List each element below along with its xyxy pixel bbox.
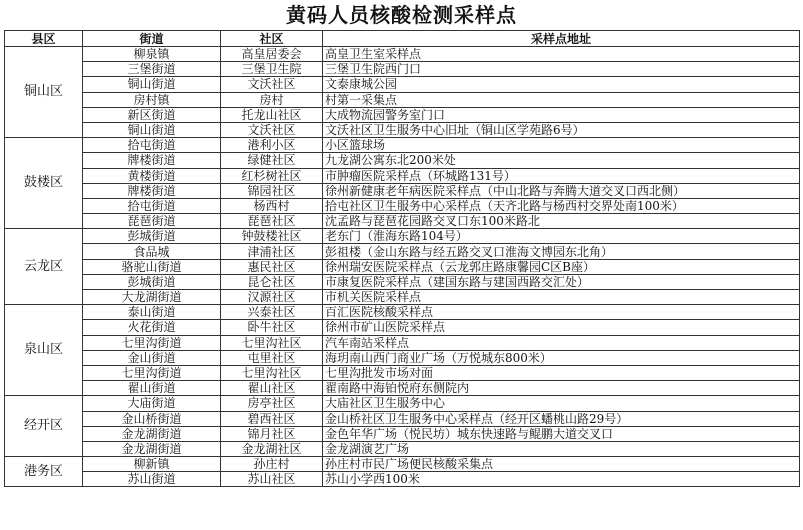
community-cell: 锦月社区	[221, 426, 323, 441]
table-row	[5, 198, 800, 213]
community-cell: 港利小区	[221, 138, 323, 153]
community-cell: 锦园社区	[221, 183, 323, 198]
street-cell: 柳新镇	[83, 457, 221, 472]
address-cell: 文泰康城公园	[323, 77, 800, 92]
table-row	[5, 426, 800, 441]
address-cell: 徐州瑞安医院采样点（云龙郭庄路康馨园C区B座）	[323, 259, 800, 274]
header-community: 社区	[221, 31, 323, 47]
street-cell: 拾屯街道	[83, 198, 221, 213]
table-row	[5, 381, 800, 396]
community-cell: 钟鼓楼社区	[221, 229, 323, 244]
street-cell: 铜山街道	[83, 122, 221, 137]
sampling-sites-table	[4, 30, 800, 487]
table-row	[5, 290, 800, 305]
table-row	[5, 305, 800, 320]
table-row	[5, 365, 800, 380]
community-cell: 三堡卫生院	[221, 62, 323, 77]
table-row	[5, 396, 800, 411]
header-address: 采样点地址	[323, 31, 800, 47]
street-cell: 翟山街道	[83, 381, 221, 396]
table-row	[5, 244, 800, 259]
table-row	[5, 441, 800, 456]
address-cell: 徐州市矿山医院采样点	[323, 320, 800, 335]
county-cell: 经开区	[5, 396, 83, 457]
county-cell: 鼓楼区	[5, 138, 83, 229]
community-cell: 文沃社区	[221, 77, 323, 92]
table-row	[5, 214, 800, 229]
address-cell: 老东门（淮海东路104号）	[323, 229, 800, 244]
street-cell: 七里沟街道	[83, 335, 221, 350]
street-cell: 大龙湖街道	[83, 290, 221, 305]
address-cell: 三堡卫生院西门口	[323, 62, 800, 77]
street-cell: 琵琶街道	[83, 214, 221, 229]
street-cell: 黄楼街道	[83, 168, 221, 183]
community-cell: 汉源社区	[221, 290, 323, 305]
street-cell: 火花街道	[83, 320, 221, 335]
community-cell: 七里沟社区	[221, 335, 323, 350]
street-cell: 金龙湖街道	[83, 426, 221, 441]
community-cell: 惠民社区	[221, 259, 323, 274]
county-cell: 泉山区	[5, 305, 83, 396]
street-cell: 房村镇	[83, 92, 221, 107]
address-cell: 海玥南山西门商业广场（万悦城东800米）	[323, 350, 800, 365]
table-row	[5, 122, 800, 137]
address-cell: 九龙湖公寓东北200米处	[323, 153, 800, 168]
table-row	[5, 168, 800, 183]
address-cell: 大庙社区卫生服务中心	[323, 396, 800, 411]
street-cell: 食品城	[83, 244, 221, 259]
street-cell: 铜山街道	[83, 77, 221, 92]
community-cell: 兴泰社区	[221, 305, 323, 320]
table-row	[5, 472, 800, 487]
table-row	[5, 320, 800, 335]
address-cell: 七里沟批发市场对面	[323, 365, 800, 380]
community-cell: 文沃社区	[221, 122, 323, 137]
address-cell: 彭祖楼（金山东路与经五路交叉口淮海文博园东北角）	[323, 244, 800, 259]
community-cell: 碧西社区	[221, 411, 323, 426]
street-cell: 彭城街道	[83, 274, 221, 289]
header-street: 街道	[83, 31, 221, 47]
street-cell: 苏山街道	[83, 472, 221, 487]
address-cell: 市肿瘤医院采样点（环城路131号）	[323, 168, 800, 183]
community-cell: 房村	[221, 92, 323, 107]
street-cell: 牌楼街道	[83, 183, 221, 198]
street-cell: 金龙湖街道	[83, 441, 221, 456]
table-row	[5, 259, 800, 274]
address-cell: 村第一采集点	[323, 92, 800, 107]
address-cell: 金山桥社区卫生服务中心采样点（经开区蟠桃山路29号）	[323, 411, 800, 426]
table-row	[5, 274, 800, 289]
street-cell: 三堡街道	[83, 62, 221, 77]
table-row	[5, 229, 800, 244]
community-cell: 卧牛社区	[221, 320, 323, 335]
page-title: 黄码人员核酸检测采样点	[286, 3, 517, 27]
table-row	[5, 457, 800, 472]
community-cell: 杨西村	[221, 198, 323, 213]
table-row	[5, 47, 800, 62]
community-cell: 孙庄村	[221, 457, 323, 472]
community-cell: 绿健社区	[221, 153, 323, 168]
street-cell: 大庙街道	[83, 396, 221, 411]
address-cell: 大成物流园警务室门口	[323, 107, 800, 122]
community-cell: 翟山社区	[221, 381, 323, 396]
community-cell: 津浦社区	[221, 244, 323, 259]
community-cell: 苏山社区	[221, 472, 323, 487]
table-header-row	[5, 31, 800, 47]
community-cell: 昆仑社区	[221, 274, 323, 289]
table-row	[5, 411, 800, 426]
county-cell: 云龙区	[5, 229, 83, 305]
address-cell: 市康复医院采样点（建国东路与建国西路交汇处）	[323, 274, 800, 289]
address-cell: 沈孟路与琵琶花园路交叉口东100米路北	[323, 214, 800, 229]
county-cell: 港务区	[5, 457, 83, 487]
street-cell: 牌楼街道	[83, 153, 221, 168]
address-cell: 翟南路中海铂悦府东侧院内	[323, 381, 800, 396]
community-cell: 屯里社区	[221, 350, 323, 365]
street-cell: 拾屯街道	[83, 138, 221, 153]
address-cell: 孙庄村市民广场便民核酸采集点	[323, 457, 800, 472]
street-cell: 骆驼山街道	[83, 259, 221, 274]
address-cell: 小区篮球场	[323, 138, 800, 153]
street-cell: 彭城街道	[83, 229, 221, 244]
street-cell: 七里沟街道	[83, 365, 221, 380]
table-row	[5, 350, 800, 365]
street-cell: 金山桥街道	[83, 411, 221, 426]
address-cell: 金龙湖演艺广场	[323, 441, 800, 456]
table-row	[5, 335, 800, 350]
table-body	[5, 47, 800, 487]
community-cell: 红杉树社区	[221, 168, 323, 183]
address-cell: 汽车南站采样点	[323, 335, 800, 350]
address-cell: 苏山小学西100米	[323, 472, 800, 487]
address-cell: 百汇医院核酸采样点	[323, 305, 800, 320]
header-county: 县区	[5, 31, 83, 47]
street-cell: 新区街道	[83, 107, 221, 122]
table-row	[5, 77, 800, 92]
table-row	[5, 62, 800, 77]
address-cell: 文沃社区卫生服务中心旧址（铜山区学苑路6号）	[323, 122, 800, 137]
address-cell: 徐州新健康老年病医院采样点（中山北路与奔腾大道交叉口西北侧）	[323, 183, 800, 198]
address-cell: 高皇卫生室采样点	[323, 47, 800, 62]
address-cell: 金色年华广场（悦民坊）城东快速路与鲲鹏大道交叉口	[323, 426, 800, 441]
community-cell: 房亭社区	[221, 396, 323, 411]
address-cell: 拾屯社区卫生服务中心采样点（天齐北路与杨西村交界处南100米）	[323, 198, 800, 213]
table-row	[5, 138, 800, 153]
community-cell: 高皇居委会	[221, 47, 323, 62]
table-row	[5, 153, 800, 168]
address-cell: 市机关医院采样点	[323, 290, 800, 305]
community-cell: 托龙山社区	[221, 107, 323, 122]
community-cell: 七里沟社区	[221, 365, 323, 380]
table-row	[5, 183, 800, 198]
community-cell: 琵琶社区	[221, 214, 323, 229]
community-cell: 金龙湖社区	[221, 441, 323, 456]
street-cell: 金山街道	[83, 350, 221, 365]
table-row	[5, 107, 800, 122]
table-row	[5, 92, 800, 107]
street-cell: 柳泉镇	[83, 47, 221, 62]
street-cell: 泰山街道	[83, 305, 221, 320]
county-cell: 铜山区	[5, 47, 83, 138]
